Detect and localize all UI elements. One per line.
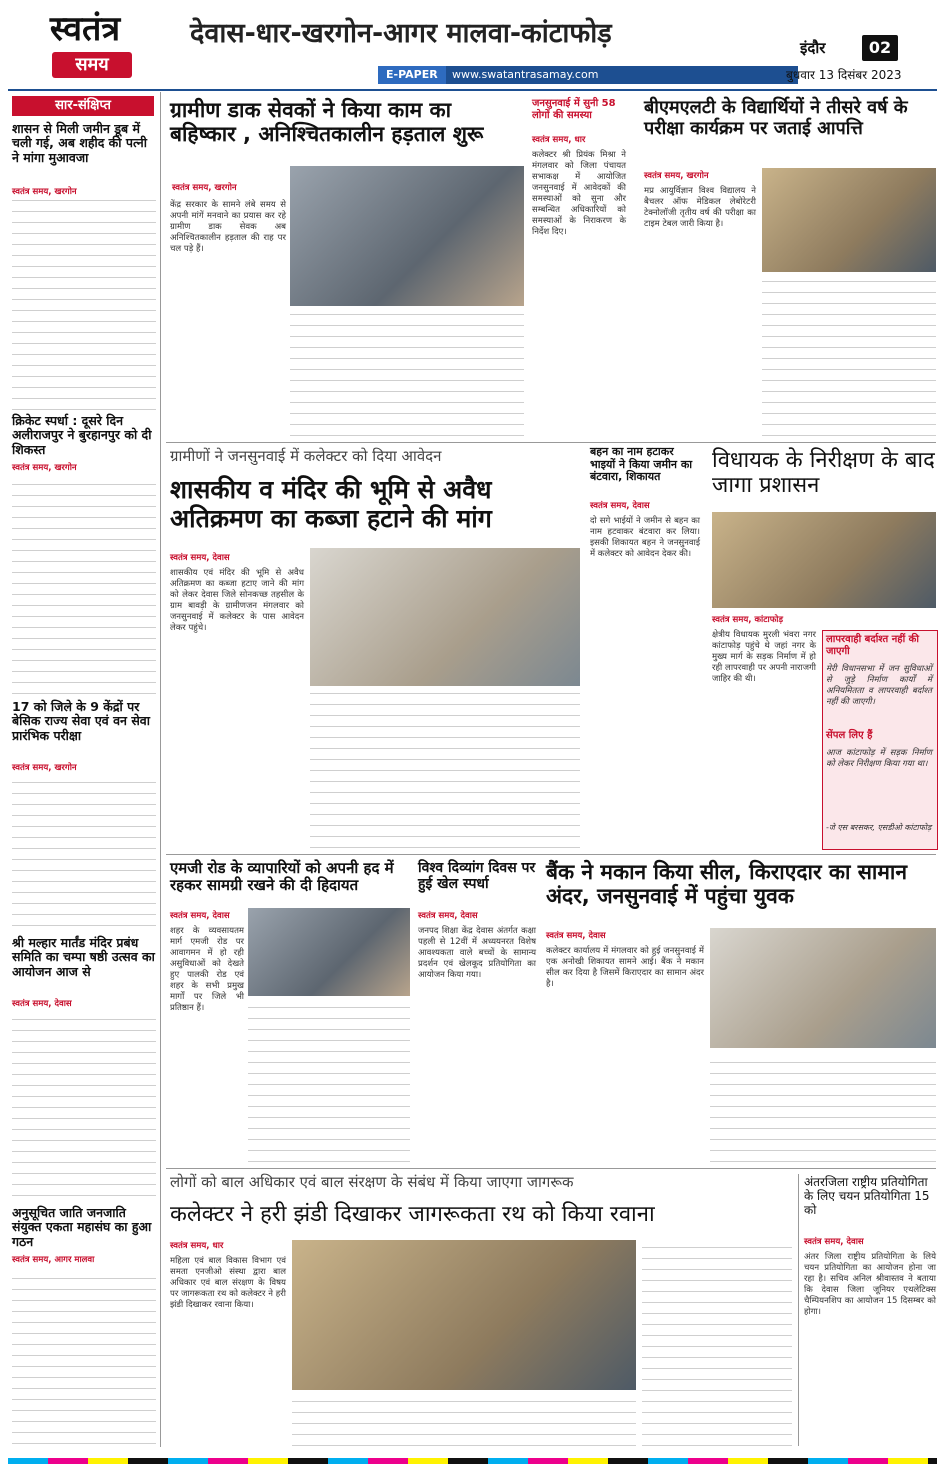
sidebar-headline-2[interactable]: क्रिकेट स्पर्धा : दूसरे दिन अलीराजपुर ने बुरहानपुर को दी शिकस्त: [12, 413, 152, 457]
bahan-body: दो सगे भाईयों ने जमीन से बहन का नाम हटवाकर बंटवारा कर लिया। इसकी शिकायत बहन ने जनसुनवाई में कलेक्टर को आवेदन देकर की।: [590, 516, 700, 559]
sidebar-headline-1[interactable]: शासन से मिली जमीन डूब में चली गई, अब शहीद की पत्नी ने मांगा मुआवजा: [12, 121, 147, 165]
sidebar-section-label: सार-संक्षिप्त: [12, 96, 154, 116]
sidebar-byline-2: स्वतंत्र समय, खरगोन: [12, 463, 77, 473]
logo-text-top: स्वतंत्र: [49, 9, 121, 49]
vidhayak-byline: स्वतंत्र समय, कांटाफोड़: [712, 615, 783, 625]
antar-body: अंतर जिला राष्ट्रीय प्रतियोगिता के लिये चयन प्रतियोगिता का आयोजन होना जा रहा है। सचिव अनिल श्रीवास्तव ने बताया कि देवास जिला जूनियर एथलेटिक्स चैम्पियनशिप का आयोजन 15 दिसम्बर को होगा।: [804, 1252, 936, 1317]
row-divider-3: [166, 1168, 936, 1169]
masthead-divider: [8, 89, 937, 91]
sidebar-byline-1: स्वतंत्र समय, खरगोन: [12, 187, 77, 197]
temple-body-columns: [310, 692, 580, 848]
bmlt-body: मप्र आयुर्विज्ञान विश्व विद्यालय ने बैचलर ऑफ मेडिकल लेबोरेटरी टेक्नोलॉजी तृतीय वर्ष की परीक्षा का टाइम टेबल जारी किया है।: [644, 186, 756, 229]
jansunwai-byline: स्वतंत्र समय, धार: [532, 135, 586, 145]
bank-headline[interactable]: बैंक ने मकान किया सील, किराएदार का सामान अंदर, जनसुनवाई में पहुंचा युवक: [546, 860, 908, 909]
divyang-byline: स्वतंत्र समय, देवास: [418, 911, 478, 921]
vidhayak-headline[interactable]: विधायक के निरीक्षण के बाद जागा प्रशासन: [712, 448, 935, 499]
sidebar-body-5: [12, 1268, 156, 1444]
temple-jansunwai-photo[interactable]: [310, 548, 580, 686]
issue-date: बुधवार 13 दिसंबर 2023: [786, 68, 902, 82]
rath-body-under-photo: [292, 1396, 636, 1446]
dak-protest-photo[interactable]: [290, 166, 524, 306]
color-registration-strip: [8, 1458, 937, 1464]
vidhayak-road-photo[interactable]: [712, 512, 936, 608]
dak-byline: स्वतंत्र समय, खरगोन: [172, 183, 237, 193]
jansunwai-kicker[interactable]: जनसुनवाई में सुनी 58 लोगों की समस्या: [532, 98, 616, 121]
sidebar-headline-5[interactable]: अनुसूचित जाति जनजाति संयुक्त एकता महासंघ का हुआ गठन: [12, 1205, 152, 1249]
epaper-bar: [378, 66, 798, 84]
rath-byline: स्वतंत्र समय, धार: [170, 1241, 224, 1251]
laparvahi-quote-title: सेंपल लिए हैं: [826, 730, 873, 741]
antar-headline[interactable]: अंतरजिला राष्ट्रीय प्रतियोगिता के लिए चयन प्रतियोगिता 15 को: [804, 1175, 930, 1217]
laparvahi-body: मेरी विधानसभा में जन सुविधाओं से जुड़े निर्माण कार्यों में अनियमितता व लापरवाही बर्दाश्त नहीं की जाएगी।: [826, 664, 932, 707]
city-label: इंदौर: [800, 39, 826, 57]
sidebar-headline-3[interactable]: 17 को जिले के 9 केंद्रों पर बेसिक राज्य सेवा एवं वन सेवा प्रारंभिक परीक्षा: [12, 699, 150, 743]
dak-body: केंद्र सरकार के सामने लंबे समय से अपनी मांगें मनवाने का प्रयास कर रहे ग्रामीण डाक सेवक अब अनिश्चितकालीन हड़ताल की राह पर चल पड़े हैं।: [170, 200, 286, 254]
mg-road-body: शहर के व्यवसायतम मार्ग एमजी रोड पर आवागमन में हो रही असुविधाओं को देखते हुए पालकी रोड एवं शहर के सभी प्रमुख मार्गों पर जिले भी प्रतिष्ठान हैं।: [170, 926, 244, 1013]
logo-text-bottom: समय: [52, 52, 132, 78]
row-divider-1: [166, 442, 936, 443]
divyang-headline[interactable]: विश्व दिव्यांग दिवस पर हुई खेल स्पर्धा: [418, 860, 536, 893]
bank-byline: स्वतंत्र समय, देवास: [546, 931, 606, 941]
vidhayak-body: क्षेत्रीय विधायक मुरली भंवरा नगर कांटाफोड़ पहुंचे थे जहां नगर के मुख्य मार्ग के सड़क निर्माण में हो रही लापरवाही पर अपनी नाराजगी जाहिर की थी।: [712, 630, 816, 684]
divyang-body: जनपद शिक्षा केंद्र देवास अंतर्गत कक्षा पहली से 12वीं में अध्ययनरत विशेष आवश्यकता वाले बच्चों के सामान्य प्रदर्शन एवं खेलकूद प्रतियोगिता का आयोजन किया गया।: [418, 926, 536, 980]
row-divider-2: [166, 854, 936, 855]
mg-road-headline[interactable]: एमजी रोड के व्यापारियों को अपनी हद में रहकर सामग्री रखने की दी हिदायत: [170, 859, 394, 895]
sidebar-body-4: [12, 1012, 156, 1196]
bmlt-body-columns: [762, 276, 936, 436]
sidebar-byline-3: स्वतंत्र समय, खरगोन: [12, 763, 77, 773]
sidebar-body-2: [12, 476, 156, 694]
rath-body-columns: [642, 1240, 792, 1446]
temple-kicker[interactable]: ग्रामीणों ने जनसुनवाई में कलेक्टर को दिया आवेदन: [170, 447, 442, 465]
bank-jansunwai-photo[interactable]: [710, 928, 936, 1048]
dak-body-columns: [290, 312, 524, 436]
sidebar-byline-5: स्वतंत्र समय, आगर मालवा: [12, 1255, 95, 1265]
bahan-headline[interactable]: बहन का नाम हटाकर भाइयों ने किया जमीन का बंटवारा, शिकायत: [590, 445, 693, 484]
site-url-link[interactable]: www.swatantrasamay.com: [452, 68, 599, 81]
edition-title: देवास-धार-खरगोन-आगर मालवा-कांटाफोड़: [190, 18, 612, 49]
sidebar-body-1: [12, 200, 156, 410]
dak-headline[interactable]: ग्रामीण डाक सेवकों ने किया काम का बहिष्कार , अनिश्चितकालीन हड़ताल शुरू: [170, 98, 484, 147]
rath-flagoff-photo[interactable]: [292, 1240, 636, 1390]
antar-divider: [798, 1174, 799, 1446]
sidebar-body-3: [12, 776, 156, 926]
bmlt-students-photo[interactable]: [762, 168, 936, 272]
bank-body: कलेक्टर कार्यालय में मंगलवार को हुई जनसुनवाई में एक अनोखी शिकायत सामने आई। बैंक ने मकान सील कर दिया है जिसमें किराएदार का सामान अंदर है।: [546, 946, 704, 989]
sidebar-headline-4[interactable]: श्री मल्हार मार्तंड मंदिर प्रबंध समिति का चम्पा षष्ठी उत्सव का आयोजन आज से: [12, 935, 155, 979]
sidebar-byline-4: स्वतंत्र समय, देवास: [12, 999, 72, 1009]
mg-road-market-photo[interactable]: [248, 908, 410, 996]
antar-byline: स्वतंत्र समय, देवास: [804, 1237, 864, 1247]
bahan-byline: स्वतंत्र समय, देवास: [590, 501, 650, 511]
mg-road-byline: स्वतंत्र समय, देवास: [170, 911, 230, 921]
rath-body: महिला एवं बाल विकास विभाग एवं समता एनजीओ संस्था द्वारा बाल अधिकार एवं बाल संरक्षण के विषय पर जागरूकता रथ को कलेक्टर ने हरी झंडी दिखाकर रवाना किया।: [170, 1256, 286, 1310]
sidebar-divider: [160, 92, 161, 1447]
temple-byline: स्वतंत्र समय, देवास: [170, 553, 230, 563]
jansunwai-body: कलेक्टर श्री प्रियंक मिश्रा ने मंगलवार को जिला पंचायत सभाकक्ष में आयोजित जनसुनवाई में आवेदकों की समस्याओं को सुना और सम्बन्धित अधिकारियों को समस्याओं के निराकरण के निर्देश दिए।: [532, 150, 626, 237]
page-number: 02: [862, 35, 898, 61]
newspaper-logo[interactable]: [10, 8, 160, 78]
laparvahi-headline[interactable]: लापरवाही बर्दाश्त नहीं की जाएगी: [826, 634, 919, 657]
bank-body-columns: [710, 1054, 936, 1162]
bmlt-headline[interactable]: बीएमएलटी के विद्यार्थियों ने तीसरे वर्ष के परीक्षा कार्यक्रम पर जताई आपत्ति: [644, 97, 908, 139]
temple-headline[interactable]: शासकीय व मंदिर की भूमि से अवैध अतिक्रमण का कब्जा हटाने की मांग: [170, 475, 492, 533]
bmlt-byline: स्वतंत्र समय, खरगोन: [644, 171, 709, 181]
rath-kicker[interactable]: लोगों को बाल अधिकार एवं बाल संरक्षण के संबंध में किया जाएगा जागरूक: [170, 1173, 574, 1191]
mg-road-body-columns: [248, 1002, 410, 1162]
epaper-label: E-PAPER: [378, 66, 446, 84]
temple-body: शासकीय एवं मंदिर की भूमि से अवैध अतिक्रमण का कब्जा हटाए जाने की मांग को लेकर देवास जिले सोनकच्छ तहसील के ग्राम बावड़ी के ग्रामीणजन मंगलवार को जनसुनवाई में कलेक्टर के पास आवेदन लेकर पहुंचे।: [170, 568, 304, 633]
laparvahi-quote-body: आज कांटाफोड़ में सड़क निर्माण को लेकर निरीक्षण किया गया था।: [826, 748, 932, 769]
rath-headline[interactable]: कलेक्टर ने हरी झंडी दिखाकर जागरूकता रथ को किया रवाना: [170, 1202, 655, 1227]
laparvahi-signature: -जे एस बरसकर, एसडीओ कांटाफोड़: [826, 823, 932, 832]
